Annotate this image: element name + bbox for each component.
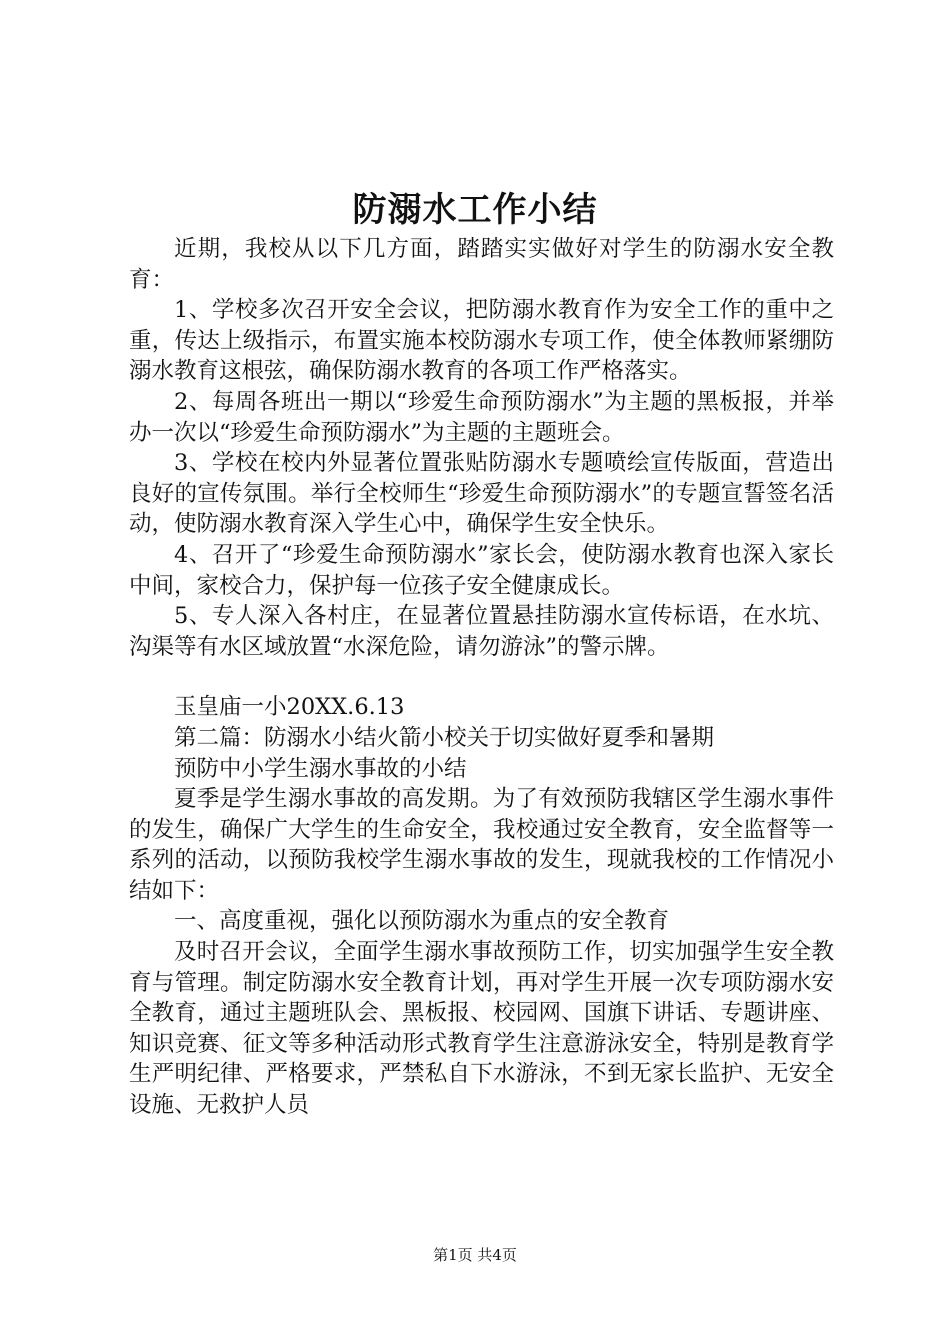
paragraph-intro: 近期，我校从以下几方面，踏踏实实做好对学生的防溺水安全教育：	[129, 236, 834, 293]
paragraph-item-1: 1、学校多次召开安全会议，把防溺水教育作为安全工作的重中之重，传达上级指示，布置实施本校防溺水专项工作，使全体教师紧绷防溺水教育这根弦，确保防溺水教育的各项工作严格落实。	[129, 297, 834, 385]
document-title: 防溺水工作小结	[352, 190, 598, 230]
blank-line	[129, 662, 834, 692]
document-body	[129, 234, 834, 1121]
paragraph-item-3: 3、学校在校内外显著位置张贴防溺水专题喷绘宣传版面，营造出良好的宣传氛围。举行全校师生“珍爱生命预防溺水”的专题宣誓签名活动，使防溺水教育深入学生心中，确保学生安全快乐。	[129, 450, 834, 538]
section-heading-1: 一、高度重视，强化以预防溺水为重点的安全教育	[174, 908, 670, 935]
paragraph-item-5: 5、专人深入各村庄，在显著位置悬挂防溺水宣传标语，在水坑、沟渠等有水区域放置“水深危险，请勿游泳”的警示牌。	[129, 603, 834, 660]
paragraph-item-4: 4、召开了“珍爱生命预防溺水”家长会，使防溺水教育也深入家长中间，家校合力，保护每一位孩子安全健康成长。	[129, 541, 834, 599]
signature-line: 玉皇庙一小20XX.6.13	[174, 694, 405, 721]
section2-heading-line2: 预防中小学生溺水事故的小结	[174, 755, 467, 782]
section2-heading-line1: 第二篇：防溺水小结火箭小校关于切实做好夏季和暑期	[174, 724, 715, 751]
page-footer: 第1页 共4页	[433, 1246, 517, 1264]
paragraph-summer-intro: 夏季是学生溺水事故的高发期。为了有效预防我辖区学生溺水事件的发生，确保广大学生的生命安全，我校通过安全教育，安全监督等一系列的活动，以预防我校学生溺水事故的发生，现就我校的工作情况小结如下：	[129, 786, 834, 904]
paragraph-meeting: 及时召开会议，全面学生溺水事故预防工作，切实加强学生安全教育与管理。制定防溺水安全教育计划，再对学生开展一次专项防溺水安全教育，通过主题班队会、黑板报、校园网、国旗下讲话、专题讲座、知识竞赛、征文等多种活动形式教育学生注意游泳安全，特别是教育学生严明纪律、严格要求，严禁私自下水游泳，不到无家长监护、无安全设施、无救护人员	[129, 939, 834, 1119]
paragraph-item-2: 2、每周各班出一期以“珍爱生命预防溺水”为主题的黑板报，并举办一次以“珍爱生命预防溺水”为主题的主题班会。	[129, 388, 834, 446]
